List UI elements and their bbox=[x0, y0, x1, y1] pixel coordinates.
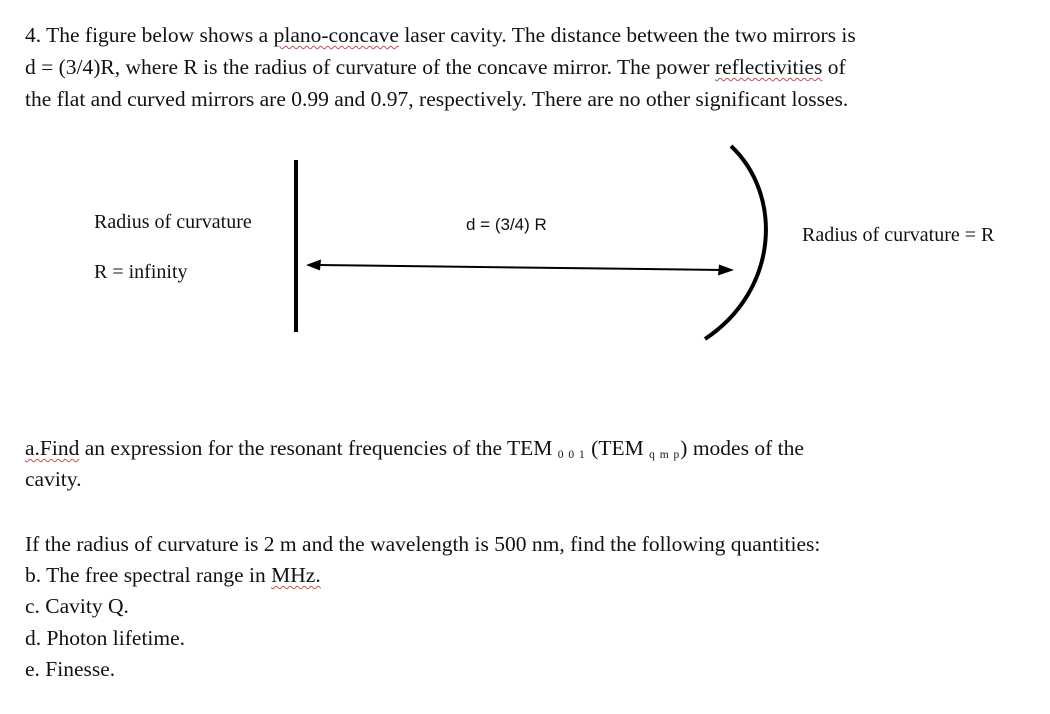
text-span: (TEM bbox=[585, 436, 650, 460]
given-intro: If the radius of curvature is 2 m and the wavelength is 500 nm, find the following quantities: bbox=[25, 532, 821, 556]
question-c: c. Cavity Q. bbox=[25, 594, 129, 618]
spellcheck-word: plano-concave bbox=[273, 23, 399, 47]
part-a-line-1 bbox=[25, 432, 804, 471]
spellcheck-word: a.Find bbox=[25, 436, 80, 460]
part-a-line-2: cavity. bbox=[25, 467, 82, 491]
question-b bbox=[25, 559, 321, 591]
mode-subscript: q m p bbox=[649, 449, 681, 461]
text-span: 4. The figure below shows a bbox=[25, 23, 274, 47]
concave-mirror bbox=[705, 146, 766, 339]
arrow-head-right bbox=[718, 265, 734, 276]
text-span: of bbox=[822, 55, 846, 79]
text-span: d = (3/4)R, where R is the radius of curvature of the concave mirror. The power bbox=[25, 55, 715, 79]
problem-line-3: the flat and curved mirrors are 0.99 and 0.97, respectively. There are no other significant losses. bbox=[25, 87, 849, 111]
left-mirror-label: Radius of curvature bbox=[94, 211, 252, 233]
spellcheck-word: MHz. bbox=[271, 563, 321, 587]
text-span: b. The free spectral range in bbox=[25, 563, 272, 587]
distance-arrow-shaft bbox=[318, 265, 723, 270]
arrow-head-left bbox=[306, 260, 321, 271]
text-span: an expression for the resonant frequencies of the TEM bbox=[79, 436, 558, 460]
left-mirror-radius: R = infinity bbox=[94, 261, 188, 283]
text-span: ) modes of the bbox=[680, 436, 804, 460]
mode-subscript: 0 0 1 bbox=[557, 449, 586, 461]
text-span: laser cavity. The distance between the two mirrors is bbox=[398, 23, 856, 47]
distance-label: d = (3/4) R bbox=[466, 215, 547, 234]
question-d: d. Photon lifetime. bbox=[25, 626, 186, 650]
spellcheck-word: reflectivities bbox=[714, 55, 823, 79]
right-mirror-label: Radius of curvature = R bbox=[802, 224, 995, 246]
question-e: e. Finesse. bbox=[25, 657, 116, 681]
